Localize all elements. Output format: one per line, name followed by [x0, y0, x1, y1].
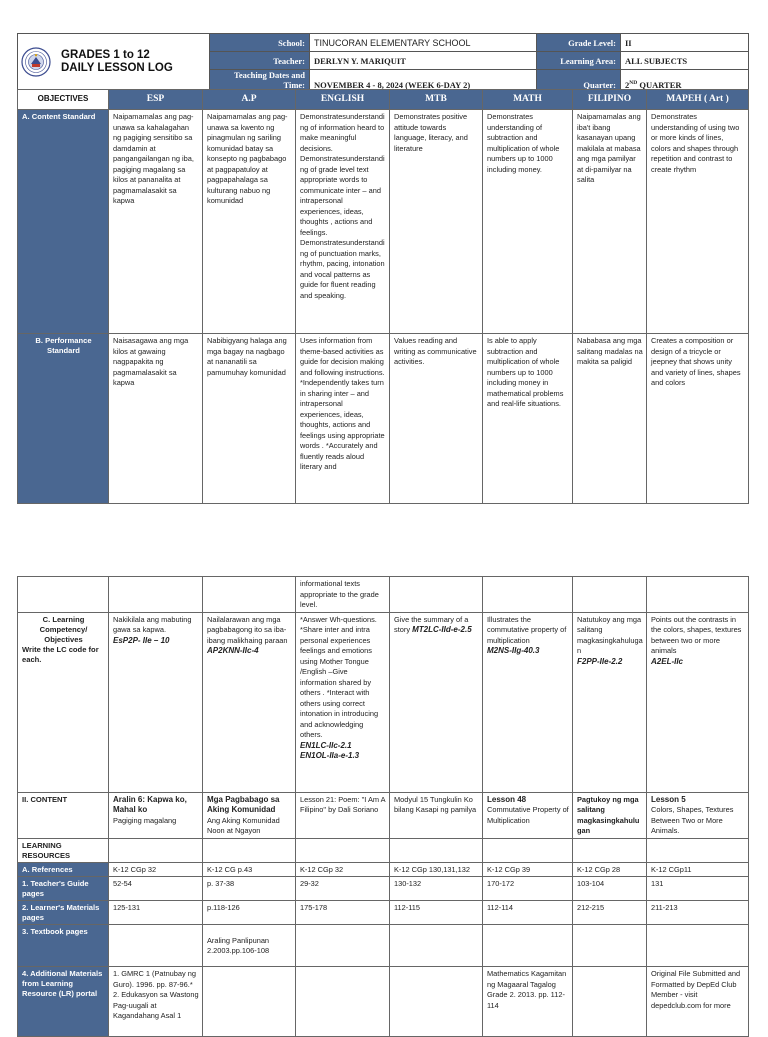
additional-materials-mtb — [390, 967, 483, 1037]
additional-materials-mapeh: Original File Submitted and Formatted by DepEd Club Member - visit depedclub.com for more — [647, 967, 749, 1037]
school-label: School: — [210, 34, 310, 52]
competency-label-line2: Write the LC code for each. — [22, 644, 99, 664]
continuation-mtb — [390, 577, 483, 613]
competency-mapeh — [647, 612, 749, 792]
learners-materials-label: 2. Learner's Materials pages — [18, 901, 109, 925]
content-esp — [109, 792, 203, 838]
content-ap-title: Mga Pagbabago sa Aking Komunidad — [207, 794, 280, 814]
textbook-mtb — [390, 925, 483, 967]
competency-math-code: M2NS-IIg-40.3 — [487, 646, 540, 655]
learning-resources-mapeh — [647, 838, 749, 862]
content-label: II. CONTENT — [18, 792, 109, 838]
competency-filipino-code: F2PP-IIe-2.2 — [577, 656, 623, 666]
continuation-label — [18, 577, 109, 613]
competency-esp-code: EsP2P- IIe – 10 — [113, 635, 170, 645]
competency-mapeh-text: Points out the contrasts in the colors, shapes, textures between two or more animals — [651, 614, 742, 655]
teacher-value: DERLYN Y. MARIQUIT — [310, 52, 537, 70]
learning-resources-math — [483, 838, 573, 862]
content-mapeh-sub: Colors, Shapes, Textures Between Two or More Animals. — [651, 805, 734, 835]
references-filipino: K-12 CGp 28 — [573, 862, 647, 877]
references-mtb: K-12 CGp 130,131,132 — [390, 862, 483, 877]
references-ap: K-12 CG p.43 — [203, 862, 296, 877]
learning-resources-label: LEARNING RESOURCES — [18, 838, 109, 862]
deped-seal-icon — [21, 47, 51, 77]
performance-standard-mapeh: Creates a composition or design of a tricycle or jeepney that shows unity and variety of lines, shapes and colors — [647, 334, 749, 504]
additional-materials-math: Mathematics Kagamitan ng Magaaral Tagalog Grade 2. 2013. pp. 112-114 — [483, 967, 573, 1037]
teaching-dates-label-line2: Time: — [283, 80, 305, 90]
header-table — [17, 33, 749, 91]
learners-materials-ap: p.118-126 — [203, 901, 296, 925]
teachers-guide-ap: p. 37-38 — [203, 877, 296, 901]
quarter-label: Quarter: — [537, 70, 621, 91]
content-standard-row — [18, 110, 749, 334]
col-esp: ESP — [109, 90, 203, 110]
teachers-guide-math: 170-172 — [483, 877, 573, 901]
performance-standard-english: Uses information from theme-based activities as guide for decision making and following instructions. *Independently takes turn in sharing inter – and intrapersonal experiences, ideas, thoughts, actions and feelings using appropriate words . *Accurately and fluently reads aloud literary and — [296, 334, 390, 504]
textbook-mapeh — [647, 925, 749, 967]
header-logo-cell — [18, 34, 210, 91]
objectives-table — [17, 89, 749, 504]
references-mapeh: K-12 CGp11 — [647, 862, 749, 877]
textbook-ap: Araling Panlipunan 2.2003.pp.106-108 — [203, 925, 296, 967]
col-mtb: MTB — [390, 90, 483, 110]
performance-standard-mtb: Values reading and writing as communicative activities. — [390, 334, 483, 504]
additional-materials-ap — [203, 967, 296, 1037]
competency-label — [18, 612, 109, 792]
content-standard-english: Demonstratesunderstanding of information heard to make meaningful decisions. Demonstratesunderstanding of grade level text appropriate words to communicate inter – and intrapersonal experiences, ideas, thoughts , actions and feelings. Demonstratesunderstanding of punctuation marks, rhythm, pacing, intonation and vocal patterns as guide for fluent reading and speaking. — [296, 110, 390, 334]
learning-resources-ap — [203, 838, 296, 862]
teachers-guide-english: 29-32 — [296, 877, 390, 901]
textbook-label: 3. Textbook pages — [18, 925, 109, 967]
teachers-guide-esp: 52-54 — [109, 877, 203, 901]
content-standard-math: Demonstrates understanding of subtraction and multiplication of whole numbers up to 1000 including money. — [483, 110, 573, 334]
content-esp-title: Aralin 6: Kapwa ko, Mahal ko — [113, 794, 187, 814]
content-standard-label: A. Content Standard — [18, 110, 109, 334]
competency-esp — [109, 612, 203, 792]
teachers-guide-label: 1. Teacher's Guide pages — [18, 877, 109, 901]
additional-materials-label: 4. Additional Materials from Learning Resource (LR) portal — [18, 967, 109, 1037]
learners-materials-mapeh: 211-213 — [647, 901, 749, 925]
content-mapeh — [647, 792, 749, 838]
content-esp-sub: Pagiging magalang — [113, 815, 177, 825]
competency-english — [296, 612, 390, 792]
competency-mtb-code: MT2LC-IId-e-2.5 — [412, 625, 472, 634]
continuation-mapeh — [647, 577, 749, 613]
content-filipino: Pagtukoy ng mga salitang magkasingkahulugan — [573, 792, 647, 838]
references-label: A. References — [18, 862, 109, 877]
competency-row — [18, 612, 749, 792]
competency-mtb-text: Give the summary of a story — [394, 614, 469, 634]
learners-materials-row — [18, 901, 749, 925]
additional-materials-esp: 1. GMRC 1 (Patnubay ng Guro). 1996. pp. 87-96.* 2. Edukasyon sa Wastong Pag-uugali at Kagandahang Asal 1 — [109, 967, 203, 1037]
references-esp: K-12 CGp 32 — [109, 862, 203, 877]
competency-ap-text: Nailalarawan ang mga pagbabagong ito sa iba-ibang malikhaing paraan — [207, 614, 288, 645]
competency-english-text: *Answer Wh-questions. *Share inter and intra personal experiences feelings and emotions using Mother Tongue /English –Give information shared by others . *Interact with others using correct intonation in introducing and acknowledging others. — [300, 614, 379, 739]
header-title-line1: GRADES 1 to 12 — [61, 49, 150, 61]
content-standard-esp: Naipamamalas ang pag-unawa sa kahalagahan ng pagiging sensitibo sa damdamin at pangangailangan ng iba, pagiging magalang sa kilos at pananalita at pagmamalasakit sa kapwa — [109, 110, 203, 334]
continuation-esp — [109, 577, 203, 613]
header-title-line2: DAILY LESSON LOG — [61, 62, 173, 74]
competency-ap — [203, 612, 296, 792]
content-ap — [203, 792, 296, 838]
competency-mapeh-code: A2EL-IIc — [651, 656, 684, 666]
grade-level-value: II — [621, 34, 749, 52]
competency-filipino-text: Natutukoy ang mga salitang magkasingkahulugan — [577, 614, 643, 655]
quarter-value — [621, 70, 749, 91]
references-math: K-12 CGp 39 — [483, 862, 573, 877]
quarter-number: 2 — [625, 80, 630, 90]
continuation-english: informational texts appropriate to the grade level. — [296, 577, 390, 613]
textbook-esp — [109, 925, 203, 967]
content-standard-ap: Naipamamalas ang pag-unawa sa kwento ng pinagmulan ng sariling komunidad batay sa konsepto ng pagbabago at pagpapatuloy at pagpapahalaga sa kulturang nabuo ng komunidad — [203, 110, 296, 334]
quarter-word: QUARTER — [637, 80, 682, 90]
learning-resources-mtb — [390, 838, 483, 862]
competency-mtb — [390, 612, 483, 792]
school-value: TINUCORAN ELEMENTARY SCHOOL — [310, 34, 537, 52]
learning-resources-english — [296, 838, 390, 862]
content-mapeh-title: Lesson 5 — [651, 794, 686, 804]
learning-resources-filipino — [573, 838, 647, 862]
teacher-label: Teacher: — [210, 52, 310, 70]
continuation-math — [483, 577, 573, 613]
performance-standard-math: Is able to apply subtraction and multiplication of whole numbers up to 1000 including money in mathematical problems and real-life situations. — [483, 334, 573, 504]
learning-area-label: Learning Area: — [537, 52, 621, 70]
content-math-title: Lesson 48 — [487, 794, 527, 804]
competency-label-line1: C. Learning Competency/ Objectives — [39, 614, 88, 644]
learning-resources-esp — [109, 838, 203, 862]
continuation-row — [18, 577, 749, 613]
teachers-guide-filipino: 103-104 — [573, 877, 647, 901]
performance-standard-label: B. Performance Standard — [18, 334, 109, 504]
textbook-filipino — [573, 925, 647, 967]
performance-standard-esp: Naisasagawa ang mga kilos at gawaing nagpapakita ng pagmamalasakit sa kapwa — [109, 334, 203, 504]
teachers-guide-mapeh: 131 — [647, 877, 749, 901]
competency-english-code2: EN1OL-IIa-e-1.3 — [300, 751, 360, 760]
learners-materials-filipino: 212-215 — [573, 901, 647, 925]
content-ap-sub: Ang Aking Komunidad Noon at Ngayon — [207, 815, 280, 835]
textbook-math — [483, 925, 573, 967]
quarter-suffix: ND — [629, 80, 638, 87]
references-english: K-12 CGp 32 — [296, 862, 390, 877]
learning-area-value: ALL SUBJECTS — [621, 52, 749, 70]
col-objectives: OBJECTIVES — [18, 90, 109, 110]
competency-esp-text: Nakikilala ang mabuting gawa sa kapwa. — [113, 614, 192, 634]
col-english: ENGLISH — [296, 90, 390, 110]
teaching-dates-label-line1: Teaching Dates and — [233, 70, 305, 80]
textbook-row — [18, 925, 749, 967]
col-filipino: FILIPINO — [573, 90, 647, 110]
textbook-english — [296, 925, 390, 967]
additional-materials-filipino — [573, 967, 647, 1037]
learning-resources-row — [18, 838, 749, 862]
competency-math — [483, 612, 573, 792]
performance-standard-filipino: Nababasa ang mga salitang madalas na makita sa paligid — [573, 334, 647, 504]
content-math — [483, 792, 573, 838]
competency-ap-code: AP2KNN-IIc-4 — [207, 646, 259, 655]
teachers-guide-row — [18, 877, 749, 901]
performance-standard-row — [18, 334, 749, 504]
learners-materials-math: 112-114 — [483, 901, 573, 925]
performance-standard-ap: Nabibigyang halaga ang mga bagay na nagbago at nananatili sa pamumuhay komunidad — [203, 334, 296, 504]
learners-materials-esp: 125-131 — [109, 901, 203, 925]
learners-materials-mtb: 112-115 — [390, 901, 483, 925]
content-mtb: Modyul 15 Tungkulin Ko bilang Kasapi ng pamilya — [390, 792, 483, 838]
content-english: Lesson 21: Poem: "I Am A Filipino" by Dali Soriano — [296, 792, 390, 838]
additional-materials-row — [18, 967, 749, 1037]
additional-materials-english — [296, 967, 390, 1037]
continuation-ap — [203, 577, 296, 613]
teaching-dates-label — [210, 70, 310, 91]
content-standard-filipino: Naipamamalas ang iba't ibang kasanayan upang makilala at mabasa ang mga pamilyar at di-pamilyar na salita — [573, 110, 647, 334]
content-row — [18, 792, 749, 838]
content-math-sub: Commutative Property of Multiplication — [487, 805, 569, 825]
continuation-filipino — [573, 577, 647, 613]
col-ap: A.P — [203, 90, 296, 110]
competency-english-code1: EN1LC-IIc-2.1 — [300, 740, 352, 750]
col-mapeh: MAPEH ( Art ) — [647, 90, 749, 110]
teachers-guide-mtb: 130-132 — [390, 877, 483, 901]
lesson-details-table — [17, 576, 749, 1037]
content-standard-mapeh: Demonstrates understanding of using two or more kinds of lines, colors and shapes through repetition and contrast to create rhythm — [647, 110, 749, 334]
teaching-dates-value: NOVEMBER 4 - 8, 2024 (WEEK 6-DAY 2) — [310, 70, 537, 91]
references-row — [18, 862, 749, 877]
competency-filipino — [573, 612, 647, 792]
competency-math-text: Illustrates the commutative property of multiplication — [487, 614, 567, 645]
content-standard-mtb: Demonstrates positive attitude towards language, literacy, and literature — [390, 110, 483, 334]
grade-level-label: Grade Level: — [537, 34, 621, 52]
learners-materials-english: 175-178 — [296, 901, 390, 925]
col-math: MATH — [483, 90, 573, 110]
